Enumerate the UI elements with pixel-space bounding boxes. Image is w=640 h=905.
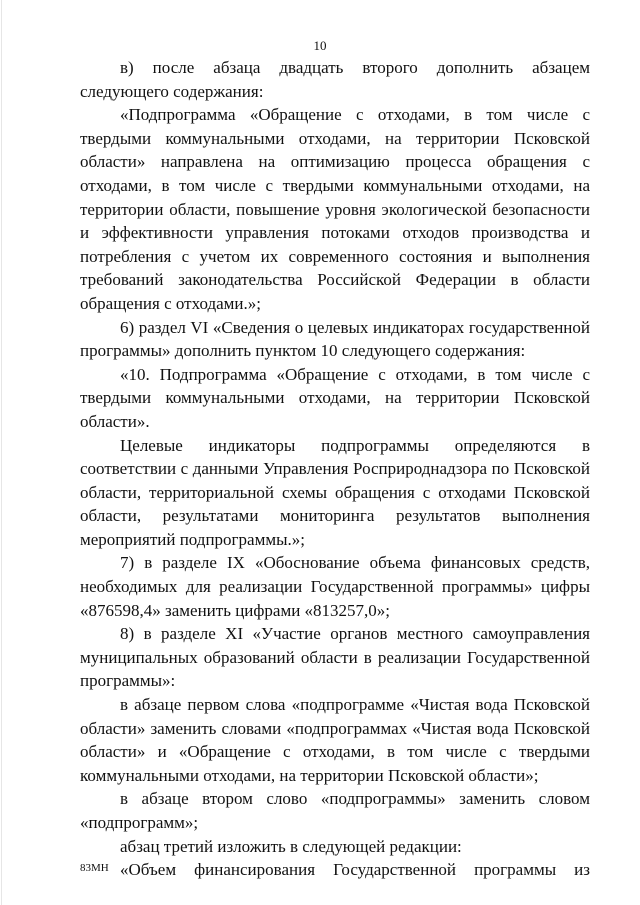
paragraph-v: в) после абзаца двадцать второго дополнить абзацем следующего содержания: — [80, 58, 590, 101]
paragraph-item-6: 6) раздел VI «Сведения о целевых индикаторах государственной программы» дополнить пунктом 10 следующего содержания: — [80, 317, 590, 361]
paragraph-item-7: 7) в разделе IX «Обоснование объема финансовых средств, необходимых для реализации Государственной программы» цифры «876598,4» заменить цифрами «813257,0»; — [80, 553, 590, 620]
paragraph-target-indicators: Целевые индикаторы подпрограммы определяются в соответствии с данными Управления Росприроднадзора по Псковской области, территориальной схемы обращения с отходами Псковской области, результатами мониторинга результатов выполнения мероприятий подпрограммы.»; — [80, 435, 590, 549]
page-edge-line — [1, 0, 2, 905]
document-body — [80, 56, 590, 882]
paragraph-item-8: 8) в разделе XI «Участие органов местного самоуправления муниципальных образований области в реализации Государственной программы»: — [80, 624, 590, 691]
page-number: 10 — [313, 38, 327, 53]
paragraph-point-10: «10. Подпрограмма «Обращение с отходами, в том числе с твердыми коммунальными отходами, на территории Псковской области». — [80, 364, 590, 431]
paragraph-financing: «Объем финансирования Государственной программы из — [120, 860, 590, 880]
paragraph-first-abzac: в абзаце первом слова «подпрограмме «Чистая вода Псковской области» заменить словами «подпрограммах «Чистая вода Псковской области» и «Обращение с отходами, в том числе с твердыми коммунальными отходами, на территории Псковской области»; — [80, 695, 590, 785]
paragraph-third-abzac: абзац третий изложить в следующей редакции: — [120, 836, 462, 856]
paragraph-second-abzac: в абзаце втором слово «подпрограммы» заменить словом «подпрограмм»; — [80, 789, 590, 832]
document-code: 83МН — [80, 862, 109, 874]
paragraph-subprogram-description: «Подпрограмма «Обращение с отходами, в том числе с твердыми коммунальными отходами, на территории Псковской области» направлена на оптимизацию процесса обращения с отходами, в том числе с твердыми коммунальными отходами, на территории области, повышение уровня экологической безопасности и эффективности управления потоками отходов производства и потребления с учетом их современного состояния и выполнения требований законодательства Российской Федерации в области обращения с отходами.»; — [80, 105, 590, 313]
